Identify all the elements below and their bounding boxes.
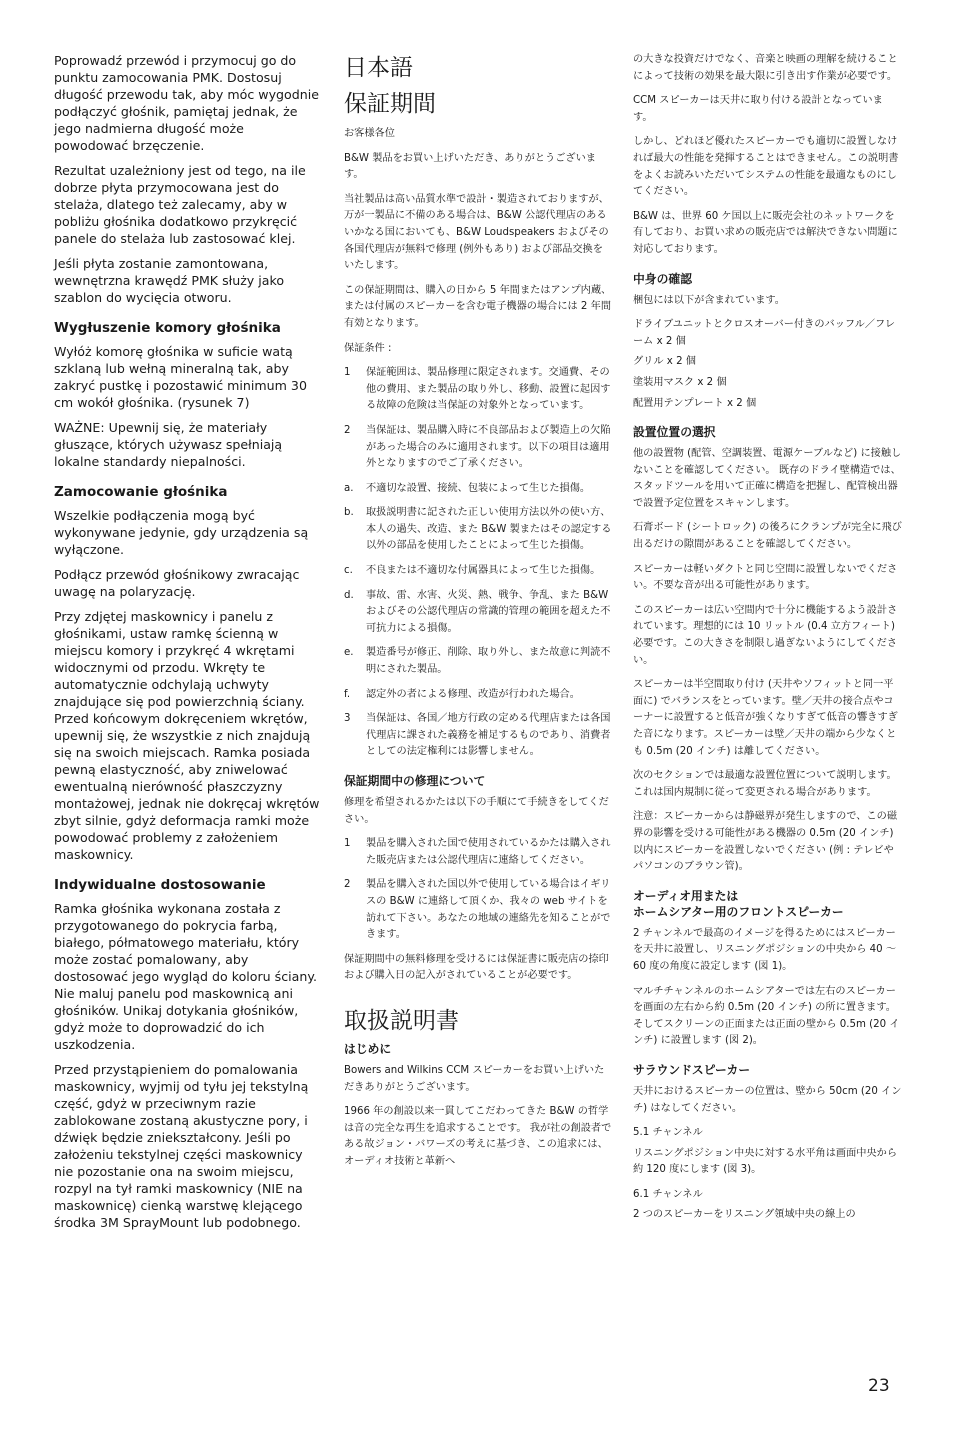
- paragraph: 石膏ボード (シートロック) の後ろにクランプが完全に飛び出るだけの隙間があることを確認してください。: [633, 522, 902, 551]
- paragraph: Ramka głośnika wykonana została z przygotowanego do pokrycia farbą, białego, półmatowego materiału, który może zostać pomalowany, aby dostosować jego wygląd do koloru ściany. Nie maluj panelu pod maskownicą ani głośników. Unikaj dotykania głośników, gdyż może to doprowadzić do ich uszkodzenia.: [54, 901, 317, 1052]
- paragraph: B&W 製品をお買い上げいただき、ありがとうございます。: [344, 152, 596, 181]
- list-item: 1 保証範囲は、製品修理に限定されます。交通費、その他の費用、また製品の取り外し、移動、設置に起因する故障の危険は当保証の対象外となっています。: [344, 367, 611, 412]
- heading-line: オーディオ用または: [633, 888, 739, 903]
- paragraph: Bowers and Wilkins CCM スピーカーをお買い上げいただきありがとうございます。: [344, 1064, 605, 1093]
- paragraph: 2 チャンネルで最高のイメージを得るためにはスピーカーを天井に設置し、リスニングポジションの中央から 40 ～ 60 度の角度に設定します (図 1)。: [633, 927, 897, 972]
- list-item: c. 不良または不適切な付属器具によって生じた損傷。: [344, 565, 601, 577]
- paragraph: 1966 年の創設以来一貫してこだわってきた B&W の哲学は音の完全な再生を追求することです。 我が社の創設者である故ジョン・バワーズの考えに基づき、この追求には、オーディオ技術と革新へ: [344, 1106, 612, 1167]
- paragraph: 天井におけるスピーカーの位置は、壁から 50cm (20 インチ) はなしてください。: [633, 1085, 902, 1114]
- section-heading: サラウンドスピーカー: [633, 1062, 751, 1077]
- contents-item: 配置用テンプレート x 2 個: [633, 397, 757, 409]
- paragraph: スピーカーは半空間取り付け (天井やソフィットと同一平面に) でバランスをとっています。壁／天井の接合点やコーナーに設置すると低音が強くなりすぎて低音の響きすぎた音になります。スピーカーは壁／天井の端から少なくとも 0.5m (20 インチ) は離してください。: [633, 679, 898, 757]
- paragraph: Jeśli płyta zostanie zamontowana, wewnętrzna krawędź PMK służy jako szablon do wycięcia otworu.: [54, 256, 285, 305]
- paragraph: 次のセクションでは最適な設置位置について説明します。これは国内規制に従って変更される場合があります。: [633, 770, 897, 798]
- column-polish: [54, 52, 322, 1239]
- paragraph: Rezultat uzależniony jest od tego, na ile dobrze płyta przymocowana jest do stelaża, dlatego też zalecamy, aby w pobliżu głośnika dodatkowo przykręcić panele do stelaża lub zastosować klej.: [54, 163, 306, 246]
- section-heading: Zamocowanie głośnika: [54, 484, 228, 500]
- section-heading: 設置位置の選択: [633, 425, 716, 440]
- paragraph: WAŻNE: Upewnij się, że materiały głuszące, których używasz spełniają lokalne standardy niepalności.: [54, 420, 283, 469]
- paragraph: 保証条件 :: [344, 342, 392, 354]
- section-heading: Wygłuszenie komory głośnika: [54, 320, 281, 336]
- paragraph: Wyłóż komorę głośnika w suficie watą szklaną lub wełną mineralną tak, aby zakryć pustkę i pozostawić minimum 30 cm wokół głośnika. (rysunek 7): [54, 344, 307, 410]
- paragraph: 他の設置物 (配管、空調装置、電源ケーブルなど) に接触しないことを確認してください。 既存のドライ壁構造では、スタッドツールを用いて正確に構造を把握し、配管検出器で設置予定位置をスキャンします。: [633, 448, 902, 509]
- list-item: 3 当保証は、各国／地方行政の定める代理店または各国代理店に課された義務を補足するものであり、消費者としての法定権利には影響しません。: [344, 713, 611, 758]
- paragraph: CCM スピーカーは天井に取り付ける設計となっています。: [633, 95, 883, 123]
- warranty-conditions-list: [344, 365, 612, 761]
- section-heading: はじめに: [344, 1041, 392, 1056]
- paragraph: B&W は、世界 60 ケ国以上に販売会社のネットワークを有しており、お買い求めの販売店では解決できない問題に対応しております。: [633, 210, 898, 255]
- column-japanese-manual: [633, 52, 902, 1232]
- paragraph: Wszelkie podłączenia mogą być wykonywane jedynie, gdy urządzenia są wyłączone.: [54, 508, 309, 557]
- repair-steps-list: [344, 836, 612, 944]
- list-item: a. 不適切な設置、接続、包装によって生じた損傷。: [344, 482, 591, 494]
- paragraph: 保証期間中の無料修理を受けるには保証書に販売店の捺印および購入日の記入がされていることが必要です。: [344, 953, 609, 982]
- subheading: 5.1 チャンネル: [633, 1127, 703, 1139]
- section-heading: 中身の確認: [633, 271, 692, 286]
- heading-line: ホームシアター用のフロントスピーカー: [633, 904, 844, 919]
- list-item: e. 製造番号が修正、削除、取り外し、また故意に判読不明にされた製品。: [344, 647, 611, 676]
- column-japanese-warranty: [344, 52, 612, 1179]
- paragraph: この保証期間は、購入の日から 5 年間またはアンプ内蔵、または付属のスピーカーを含む電子機器の場合には 2 年間有効となります。: [344, 284, 612, 329]
- list-item: f. 認定外の者による修理、改造が行われた場合。: [344, 688, 580, 700]
- contents-item: 塗装用マスク x 2 個: [633, 376, 727, 388]
- page-number: 23: [868, 1376, 890, 1396]
- paragraph: 注意：スピーカーからは静磁界が発生しますので、この磁界の影響を受ける可能性がある機器の 0.5m (20 インチ) 以内にスピーカーを設置しないでください (例 : テレビやパソコンのブラウン管)。: [633, 811, 898, 873]
- paragraph: Przed przystąpieniem do pomalowania maskownicy, wyjmij od tyłu jej tekstylną część, gdyż w przeciwnym razie zablokowane zostaną akustyczne pory, i dźwięk będzie zniekształcony. Jeśli po założeniu tekstylnej części maskownicy nie pozostanie ona na swoim miejscu, rozpyl na tył ramki maskownicy (NIE na maskownicę) cienką warstwę klejącego środka 3M SprayMount lub podobnego.: [54, 1062, 309, 1230]
- paragraph: お客様各位: [344, 128, 395, 139]
- paragraph: の大きな投資だけでなく、音楽と映画の理解を続けることによって技術の効果を最大限に引き出す作業が必要です。: [633, 54, 898, 82]
- section-heading: 保証期間中の修理について: [344, 774, 486, 788]
- paragraph: スピーカーは軽いダクトと同じ空間に設置しないでください。不要な音が出る可能性があります。: [633, 563, 898, 592]
- manual-title: 取扱説明書: [344, 1007, 459, 1034]
- list-item: 1 製品を購入された国で使用されているかたは購入された販売店または公認代理店に連絡してください。: [344, 838, 611, 866]
- paragraph: 2 つのスピーカーをリスニング領域中央の線上の: [633, 1209, 856, 1221]
- section-heading: [633, 888, 902, 920]
- paragraph: しかし、どれほど優れたスピーカーでも適切に設置しなければ最大の性能を発揮することはできません。この説明書をよくお読みいただいてシステムの性能を最適なものにしてください。: [633, 136, 899, 198]
- paragraph: Przy zdjętej maskownicy i panelu z głośnikami, ustaw ramkę ścienną w miejscu komory i przykręć 4 wkrętami widocznymi od przodu. Wkręty te automatycznie odchylają uchwyty znajdujące się pod powierzchnią ściany. Przed końcowym dokręceniem wkrętów, upewnij się, że wszystkie z nich znajdują się na swoich miejscach. Ramka posiada pewną elastyczność, aby zniwelować ewentualną nierówność płaszczyzny montażowej, jednak nie dokręcaj wkrętów zbyt silnie, gdyż deformacja ramki może powodować problemy z założeniem maskownicy.: [54, 609, 320, 862]
- paragraph: マルチチャンネルのホームシアターでは左右のスピーカーを画面の左右から約 0.5m (20 インチ) の所に置きます。そしてスクリーンの正面または正面の壁から 0.5m (20 インチ) に設置します (図 2)。: [633, 985, 900, 1047]
- paragraph: このスピーカーは広い空間内で十分に機能するよう設計されています。理想的には 10 リットル (0.4 立方フィート) 必要です。この大きさを制限し過ぎないようにしてください。: [633, 604, 898, 666]
- language-title: 日本語: [344, 55, 413, 81]
- paragraph: リスニングポジション中央に対する水平角は画面中央から約 120 度にします (図 3)。: [633, 1147, 898, 1176]
- list-item: 2 製品を購入された国以外で使用している場合はイギリスの B&W に連絡して頂くか、我々の web サイトを訪れて下さい。あなたの地域の連絡先を知ることができます。: [344, 879, 611, 941]
- contents-item: ドライブユニットとクロスオーバー付きのバッフル／フレーム x 2 個: [633, 319, 896, 347]
- list-item: b. 取扱説明書に記された正しい使用方法以外の使い方、本人の過失、改造、また B&W 製またはその認定する以外の部品を使用したことによって生じた損傷。: [344, 507, 612, 552]
- paragraph: Podłącz przewód głośnikowy zwracając uwagę na polaryzację.: [54, 567, 300, 599]
- paragraph: Poprowadź przewód i przymocuj go do punktu zamocowania PMK. Dostosuj długość przewodu tak, aby móc wygodnie podłączyć głośnik, pamiętaj jednak, że jego nadmierna długość może powodować brzęczenie.: [54, 53, 319, 153]
- warranty-title: 保証期間: [344, 91, 436, 117]
- list-item: 2 当保証は、製品購入時に不良部品および製造上の欠陥があった場合のみに適用されます。以下の項目は適用外となりますのでご了承ください。: [344, 424, 611, 470]
- contents-item: グリル x 2 個: [633, 356, 696, 368]
- paragraph: 当社製品は高い品質水準で設計・製造されておりますが、万が一製品に不備のある場合は、B&W 公認代理店のあるいかなる国においても、B&W Loudspeakers およびその各国代理店が無料で修理 (例外もあり) および部品交換をいたします。: [344, 193, 609, 272]
- paragraph: 修理を希望されるかたは以下の手順にて手続きをしてください。: [344, 797, 609, 825]
- paragraph: 梱包には以下が含まれています。: [633, 294, 785, 306]
- subheading: 6.1 チャンネル: [633, 1188, 703, 1200]
- list-item: d. 事故、雷、水害、火災、熱、戦争、争乱、また B&W およびその公認代理店の常識的管理の範囲を超えた不可抗力による損傷。: [344, 589, 611, 634]
- section-heading: Indywidualne dostosowanie: [54, 877, 266, 893]
